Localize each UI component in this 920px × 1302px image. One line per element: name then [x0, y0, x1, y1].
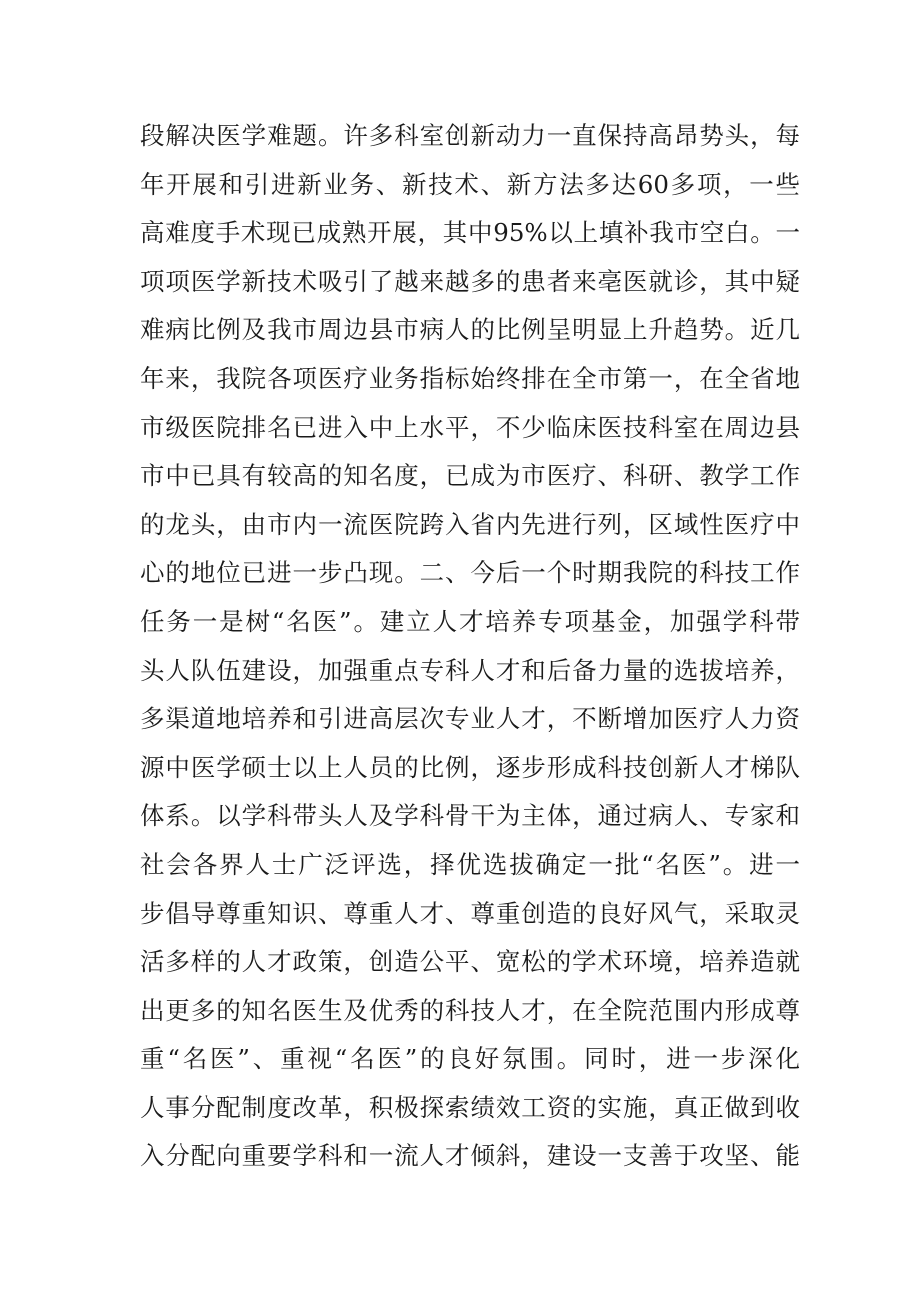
- text-line: 社会各界人士广泛评选，择优选拔确定一批“名医”。进一: [140, 849, 800, 879]
- text-line: 多渠道地培养和引进高层次专业人才，不断增加医疗人力资: [140, 704, 800, 734]
- text-line: 项项医学新技术吸引了越来越多的患者来亳医就诊，其中疑: [140, 266, 800, 296]
- text-line: 活多样的人才政策，创造公平、宽松的学术环境，培养造就: [140, 947, 800, 977]
- text-line: 市中已具有较高的知名度，已成为市医疗、科研、教学工作: [140, 461, 800, 491]
- text-line: 任务一是树“名医”。建立人才培养专项基金，加强学科带: [140, 606, 800, 636]
- text-line: 重“名医”、重视“名医”的良好氛围。同时，进一步深化: [140, 1044, 800, 1074]
- text-line: 年开展和引进新业务、新技术、新方法多达60多项，一些: [140, 169, 800, 199]
- text-line: 体系。以学科带头人及学科骨干为主体，通过病人、专家和: [140, 801, 800, 831]
- text-line: 难病比例及我市周边县市病人的比例呈明显上升趋势。近几: [140, 315, 800, 345]
- text-line: 的龙头，由市内一流医院跨入省内先进行列，区域性医疗中: [140, 509, 800, 539]
- text-line: 人事分配制度改革，积极探索绩效工资的实施，真正做到收: [140, 1092, 800, 1122]
- body-text: [140, 112, 800, 1181]
- text-line: 段解决医学难题。许多科室创新动力一直保持高昂势头，每: [140, 121, 800, 150]
- text-line: 入分配向重要学科和一流人才倾斜，建设一支善于攻坚、能: [140, 1141, 800, 1171]
- text-line: 心的地位已进一步凸现。二、今后一个时期我院的科技工作: [140, 558, 800, 588]
- text-line: 源中医学硕士以上人员的比例，逐步形成科技创新人才梯队: [140, 752, 800, 782]
- text-line: 出更多的知名医生及优秀的科技人才，在全院范围内形成尊: [140, 995, 800, 1025]
- text-line: 高难度手术现已成熟开展，其中95%以上填补我市空白。一: [140, 218, 800, 248]
- text-line: 年来，我院各项医疗业务指标始终排在全市第一，在全省地: [140, 363, 800, 393]
- text-line: 头人队伍建设，加强重点专科人才和后备力量的选拔培养，: [140, 655, 800, 685]
- text-line: 市级医院排名已进入中上水平，不少临床医技科室在周边县: [140, 412, 800, 442]
- text-line: 步倡导尊重知识、尊重人才、尊重创造的良好风气，采取灵: [140, 898, 800, 928]
